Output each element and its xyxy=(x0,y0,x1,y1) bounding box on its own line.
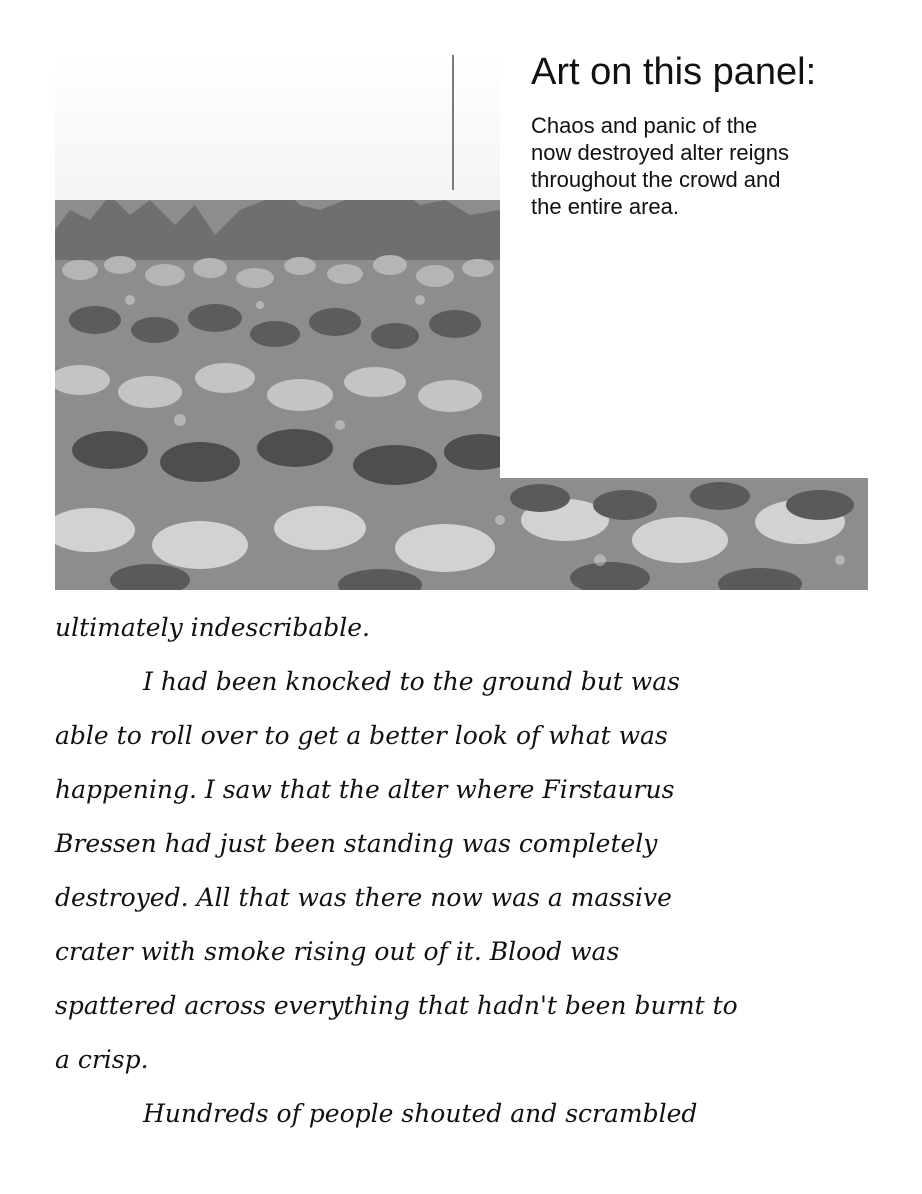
manuscript-line: ultimately indescribable. xyxy=(55,613,370,642)
art-note-line: now destroyed alter reigns xyxy=(531,140,790,165)
manuscript-line: Bressen had just been standing was completely xyxy=(55,829,658,858)
manuscript-line: I had been knocked to the ground but was xyxy=(143,667,680,696)
art-note-line: throughout the crowd and xyxy=(531,167,781,192)
manuscript-line: destroyed. All that was there now was a massive xyxy=(55,883,672,912)
panel-divider xyxy=(452,55,454,190)
art-note-title: Art on this panel: xyxy=(531,51,817,93)
art-note-line: Chaos and panic of the xyxy=(531,113,758,138)
manuscript-line: a crisp. xyxy=(55,1045,149,1074)
manuscript-line: crater with smoke rising out of it. Blood was xyxy=(55,937,620,966)
manuscript-line: Hundreds of people shouted and scrambled xyxy=(143,1099,698,1128)
art-note-description xyxy=(531,112,891,220)
manuscript-line: able to roll over to get a better look of what was xyxy=(55,721,668,750)
manuscript-line: spattered across everything that hadn't been burnt to xyxy=(55,991,738,1020)
manuscript-line: happening. I saw that the alter where Firstaurus xyxy=(55,775,675,804)
art-note xyxy=(531,50,891,220)
art-note-line: the entire area. xyxy=(531,194,679,219)
